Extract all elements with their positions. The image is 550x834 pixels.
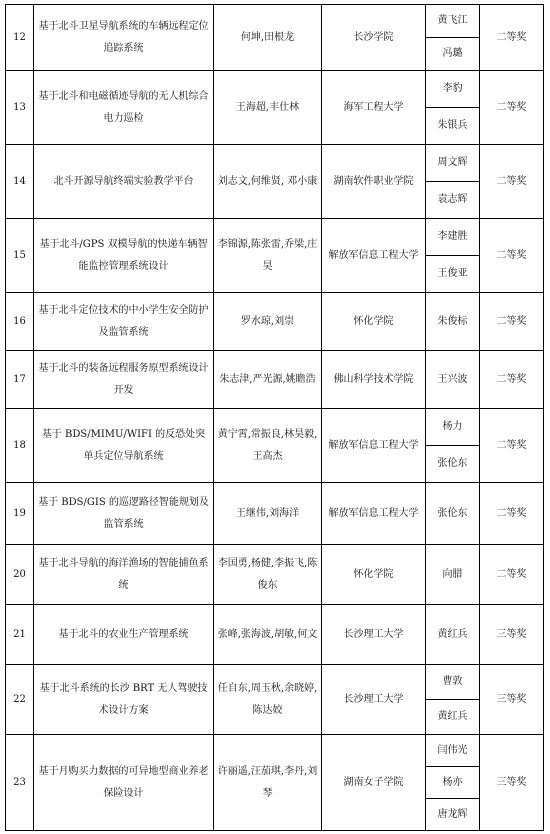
tutor: 张伦东 — [426, 446, 480, 483]
row-number: 17 — [6, 351, 34, 409]
project-name: 北斗开源导航终端实验教学平台 — [34, 145, 214, 219]
authors: 朱志津,严光源,姚瞻浩 — [214, 351, 322, 409]
institution: 长沙理工大学 — [322, 605, 426, 665]
prize: 二等奖 — [480, 293, 544, 351]
prize: 二等奖 — [480, 145, 544, 219]
row-number: 21 — [6, 605, 34, 665]
authors: 许丽遥,汪茄琪,李丹,刘琴 — [214, 735, 322, 831]
authors: 任自东,周玉秋,余晓婷,陈达姣 — [214, 665, 322, 735]
authors: 李锦源,陈张雷,乔梁,庄昊 — [214, 219, 322, 293]
institution: 海军工程大学 — [322, 71, 426, 145]
row-number: 18 — [6, 409, 34, 483]
authors: 何坤,田根龙 — [214, 5, 322, 71]
tutor: 王俊亚 — [426, 256, 480, 293]
table-row — [6, 219, 544, 256]
prize: 三等奖 — [480, 605, 544, 665]
row-number: 19 — [6, 483, 34, 545]
prize: 二等奖 — [480, 545, 544, 605]
table-row — [6, 351, 544, 409]
project-name: 基于北斗导航的海洋渔场的智能捕鱼系统 — [34, 545, 214, 605]
institution: 湖南女子学院 — [322, 735, 426, 831]
tutor: 杨力 — [426, 409, 480, 446]
tutor: 王兴波 — [426, 351, 480, 409]
tutor: 李豹 — [426, 71, 480, 108]
table-row — [6, 5, 544, 38]
tutor: 李建胜 — [426, 219, 480, 256]
prize: 二等奖 — [480, 71, 544, 145]
institution: 湖南软件职业学院 — [322, 145, 426, 219]
institution: 解放军信息工程大学 — [322, 219, 426, 293]
row-number: 15 — [6, 219, 34, 293]
tutor: 向腊 — [426, 545, 480, 605]
table-row — [6, 605, 544, 665]
prize: 三等奖 — [480, 665, 544, 735]
row-number: 23 — [6, 735, 34, 831]
institution: 解放军信息工程大学 — [322, 409, 426, 483]
tutor: 曹敦 — [426, 665, 480, 700]
authors: 张峰,张海波,胡敏,何文 — [214, 605, 322, 665]
authors: 李国勇,杨健,李振飞,陈俊东 — [214, 545, 322, 605]
row-number: 13 — [6, 71, 34, 145]
tutor: 杨亦 — [426, 767, 480, 799]
tutor: 周文辉 — [426, 145, 480, 182]
project-name: 基于月购买力数据的可异地型商业养老保险设计 — [34, 735, 214, 831]
table-row — [6, 665, 544, 700]
authors: 王海超,丰仕林 — [214, 71, 322, 145]
awards-table — [5, 4, 544, 831]
prize: 二等奖 — [480, 219, 544, 293]
tutor: 袁志辉 — [426, 182, 480, 219]
tutor: 闫伟光 — [426, 735, 480, 767]
table-row — [6, 545, 544, 605]
authors: 刘志文,何维贤, 邓小康 — [214, 145, 322, 219]
tutor: 黄红兵 — [426, 605, 480, 665]
authors: 黄宁霄,常振良,林昊毅,王高杰 — [214, 409, 322, 483]
project-name: 基于北斗和电磁循迹导航的无人机综合电力巡检 — [34, 71, 214, 145]
table-row — [6, 483, 544, 545]
tutor: 唐龙辉 — [426, 799, 480, 831]
tutor: 张伦东 — [426, 483, 480, 545]
authors: 罗水琼,刘崇 — [214, 293, 322, 351]
project-name: 基于北斗卫星导航系统的车辆远程定位追踪系统 — [34, 5, 214, 71]
institution: 佛山科学技术学院 — [322, 351, 426, 409]
table-row — [6, 293, 544, 351]
project-name: 基于北斗的农业生产管理系统 — [34, 605, 214, 665]
tutor: 黄飞江 — [426, 5, 480, 38]
institution: 长沙理工大学 — [322, 665, 426, 735]
project-name: 基于北斗/GPS 双模导航的快递车辆智能监控管理系统设计 — [34, 219, 214, 293]
tutor: 朱俊标 — [426, 293, 480, 351]
institution: 怀化学院 — [322, 545, 426, 605]
prize: 二等奖 — [480, 5, 544, 71]
row-number: 16 — [6, 293, 34, 351]
project-name: 基于 BDS/GIS 的巡逻路径智能规划及监管系统 — [34, 483, 214, 545]
prize: 二等奖 — [480, 351, 544, 409]
project-name: 基于 BDS/MIMU/WIFI 的反恐处突单兵定位导航系统 — [34, 409, 214, 483]
row-number: 12 — [6, 5, 34, 71]
table-row — [6, 735, 544, 767]
table-row — [6, 409, 544, 446]
row-number: 14 — [6, 145, 34, 219]
tutor: 黄红兵 — [426, 700, 480, 735]
institution: 解放军信息工程大学 — [322, 483, 426, 545]
project-name: 基于北斗系统的长沙 BRT 无人驾驶技术设计方案 — [34, 665, 214, 735]
table-row — [6, 145, 544, 182]
prize: 二等奖 — [480, 483, 544, 545]
prize: 二等奖 — [480, 409, 544, 483]
institution: 长沙学院 — [322, 5, 426, 71]
tutor: 朱银兵 — [426, 108, 480, 145]
project-name: 基于北斗定位技术的中小学生安全防护及监管系统 — [34, 293, 214, 351]
tutor: 冯璐 — [426, 38, 480, 71]
prize: 三等奖 — [480, 735, 544, 831]
row-number: 22 — [6, 665, 34, 735]
table-row — [6, 71, 544, 108]
row-number: 20 — [6, 545, 34, 605]
project-name: 基于北斗的装备远程服务原型系统设计开发 — [34, 351, 214, 409]
institution: 怀化学院 — [322, 293, 426, 351]
authors: 王继伟,刘海洋 — [214, 483, 322, 545]
